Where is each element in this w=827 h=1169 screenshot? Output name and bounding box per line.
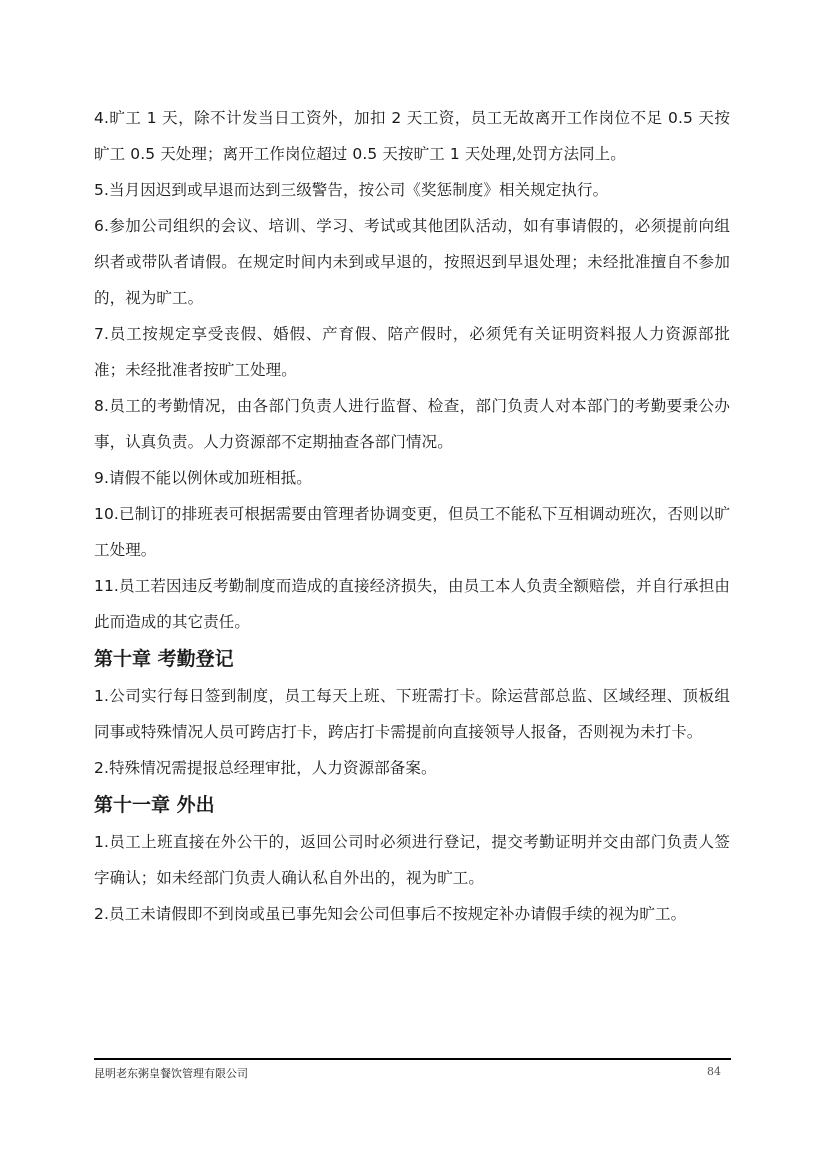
clause-11: 11.员工若因违反考勤制度而造成的直接经济损失，由员工本人负责全额赔偿，并自行承担由此而造成的其它责任。 xyxy=(94,577,730,631)
chapter-10-clause-1: 1.公司实行每日签到制度，员工每天上班、下班需打卡。除运营部总监、区域经理、顶板组同事或特殊情况人员可跨店打卡，跨店打卡需提前向直接领导人报备，否则视为未打卡。 xyxy=(94,687,730,741)
clause-5: 5.当月因迟到或早退而达到三级警告，按公司《奖惩制度》相关规定执行。 xyxy=(94,181,609,199)
chapter-10-heading: 第十章 考勤登记 xyxy=(94,648,234,670)
page-number: 84 xyxy=(707,1065,721,1078)
footer-divider xyxy=(94,1058,731,1060)
clause-6: 6.参加公司组织的会议、培训、学习、考试或其他团队活动，如有事请假的，必须提前向组织者或带队者请假。在规定时间内未到或早退的，按照迟到早退处理；未经批准擅自不参加的，视为旷工。 xyxy=(94,217,730,307)
footer-company-name: 昆明老东粥皇餐饮管理有限公司 xyxy=(94,1067,248,1080)
clause-10: 10.已制订的排班表可根据需要由管理者协调变更，但员工不能私下互相调动班次，否则以旷工处理。 xyxy=(94,505,730,559)
clause-8: 8.员工的考勤情况，由各部门负责人进行监督、检查，部门负责人对本部门的考勤要秉公办事，认真负责。人力资源部不定期抽查各部门情况。 xyxy=(94,397,730,451)
chapter-11-clause-1: 1.员工上班直接在外公干的，返回公司时必须进行登记，提交考勤证明并交由部门负责人签字确认；如未经部门负责人确认私自外出的，视为旷工。 xyxy=(94,833,730,887)
document-body xyxy=(94,100,730,932)
clause-7: 7.员工按规定享受丧假、婚假、产育假、陪产假时，必须凭有关证明资料报人力资源部批准；未经批准者按旷工处理。 xyxy=(94,325,730,379)
chapter-11-heading: 第十一章 外出 xyxy=(94,794,215,816)
clause-9: 9.请假不能以例休或加班相抵。 xyxy=(94,469,312,487)
clause-4: 4.旷工 1 天，除不计发当日工资外，加扣 2 天工资，员工无故离开工作岗位不足 0.5 天按旷工 0.5 天处理；离开工作岗位超过 0.5 天按旷工 1 天处理,处罚方法同上。 xyxy=(94,109,730,163)
chapter-10-clause-2: 2.特殊情况需提报总经理审批，人力资源部备案。 xyxy=(94,759,437,777)
chapter-11-clause-2: 2.员工未请假即不到岗或虽已事先知会公司但事后不按规定补办请假手续的视为旷工。 xyxy=(94,905,687,923)
